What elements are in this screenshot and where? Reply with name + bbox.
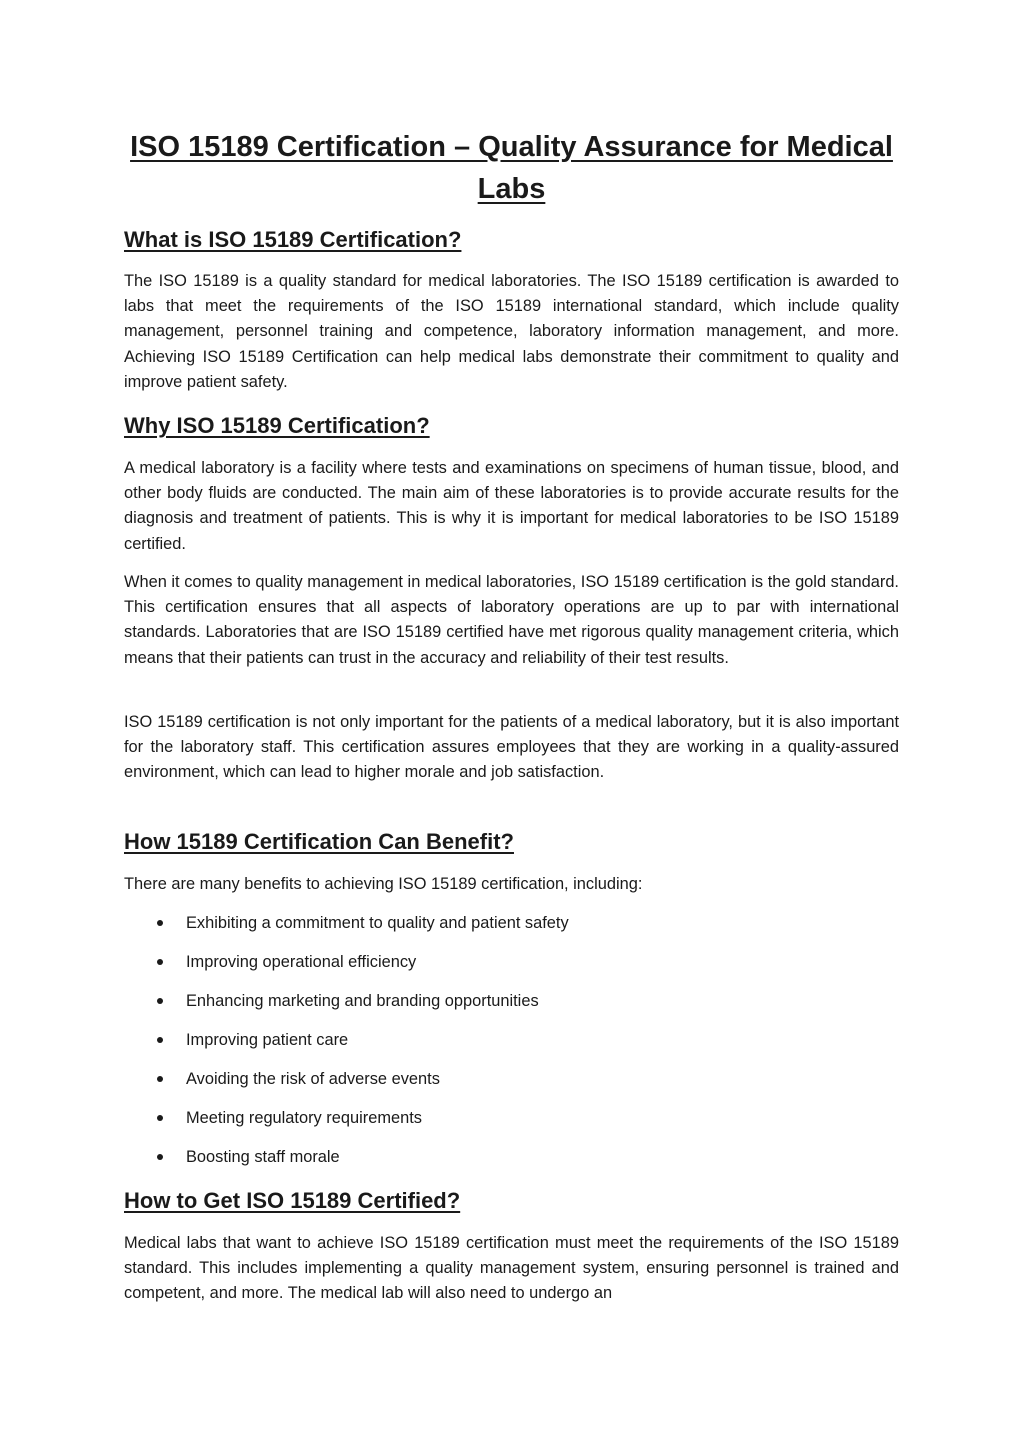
- section-heading-what-is: What is ISO 15189 Certification?: [124, 227, 462, 252]
- bullet-icon: [157, 959, 163, 965]
- section-benefits-intro: There are many benefits to achieving ISO 15189 certification, including:: [124, 875, 643, 893]
- section-what-is-paragraph: The ISO 15189 is a quality standard for medical laboratories. The ISO 15189 certification is awarded to labs that meet the requirements of the ISO 15189 international standard, which include quality management, personnel training and competence, laboratory information management, and more. Achieving ISO 15189 Certification can help medical labs demonstrate their commitment to quality and improve patient safety.: [124, 272, 899, 391]
- section-how-to-get-paragraph: Medical labs that want to achieve ISO 15189 certification must meet the requirements of the ISO 15189 standard. This includes implementing a quality management system, ensuring personnel is trained and competent, and more. The medical lab will also need to undergo an: [124, 1234, 899, 1303]
- list-item: [124, 910, 899, 949]
- list-item: [124, 1144, 899, 1183]
- bullet-icon: [157, 920, 163, 926]
- benefits-list: [124, 910, 899, 1183]
- bullet-icon: [157, 998, 163, 1004]
- list-item-text: Exhibiting a commitment to quality and patient safety: [186, 914, 569, 932]
- section-why-paragraph-2: When it comes to quality management in medical laboratories, ISO 15189 certification is the gold standard. This certification ensures that all aspects of laboratory operations are up to par with international standards. Laboratories that are ISO 15189 certified have met rigorous quality management criteria, which means that their patients can trust in the accuracy and reliability of their test results.: [124, 573, 899, 667]
- list-item-text: Meeting regulatory requirements: [186, 1109, 422, 1127]
- list-item-text: Boosting staff morale: [186, 1148, 340, 1166]
- list-item-text: Enhancing marketing and branding opportunities: [186, 992, 539, 1010]
- bullet-icon: [157, 1076, 163, 1082]
- list-item: [124, 1027, 899, 1066]
- list-item: [124, 1066, 899, 1105]
- document-title: [124, 126, 899, 210]
- document-title-text: ISO 15189 Certification – Quality Assurance for Medical Labs: [130, 131, 893, 205]
- section-heading-why: Why ISO 15189 Certification?: [124, 413, 430, 438]
- list-item-text: Improving operational efficiency: [186, 953, 417, 971]
- list-item: [124, 988, 899, 1027]
- section-heading-how-to-get: How to Get ISO 15189 Certified?: [124, 1188, 461, 1213]
- bullet-icon: [157, 1037, 163, 1043]
- bullet-icon: [157, 1154, 163, 1160]
- list-item: [124, 949, 899, 988]
- list-item-text: Avoiding the risk of adverse events: [186, 1070, 440, 1088]
- section-why-paragraph-3: ISO 15189 certification is not only important for the patients of a medical laboratory, but it is also important for the laboratory staff. This certification assures employees that they are working in a quality-assured environment, which can lead to higher morale and job satisfaction.: [124, 713, 899, 782]
- bullet-icon: [157, 1115, 163, 1121]
- section-heading-benefits: How 15189 Certification Can Benefit?: [124, 829, 514, 854]
- list-item: [124, 1105, 899, 1144]
- section-why-paragraph-1: A medical laboratory is a facility where tests and examinations on specimens of human tissue, blood, and other body fluids are conducted. The main aim of these laboratories is to provide accurate results for the diagnosis and treatment of patients. This is why it is important for medical laboratories to be ISO 15189 certified.: [124, 459, 899, 553]
- list-item-text: Improving patient care: [186, 1031, 349, 1049]
